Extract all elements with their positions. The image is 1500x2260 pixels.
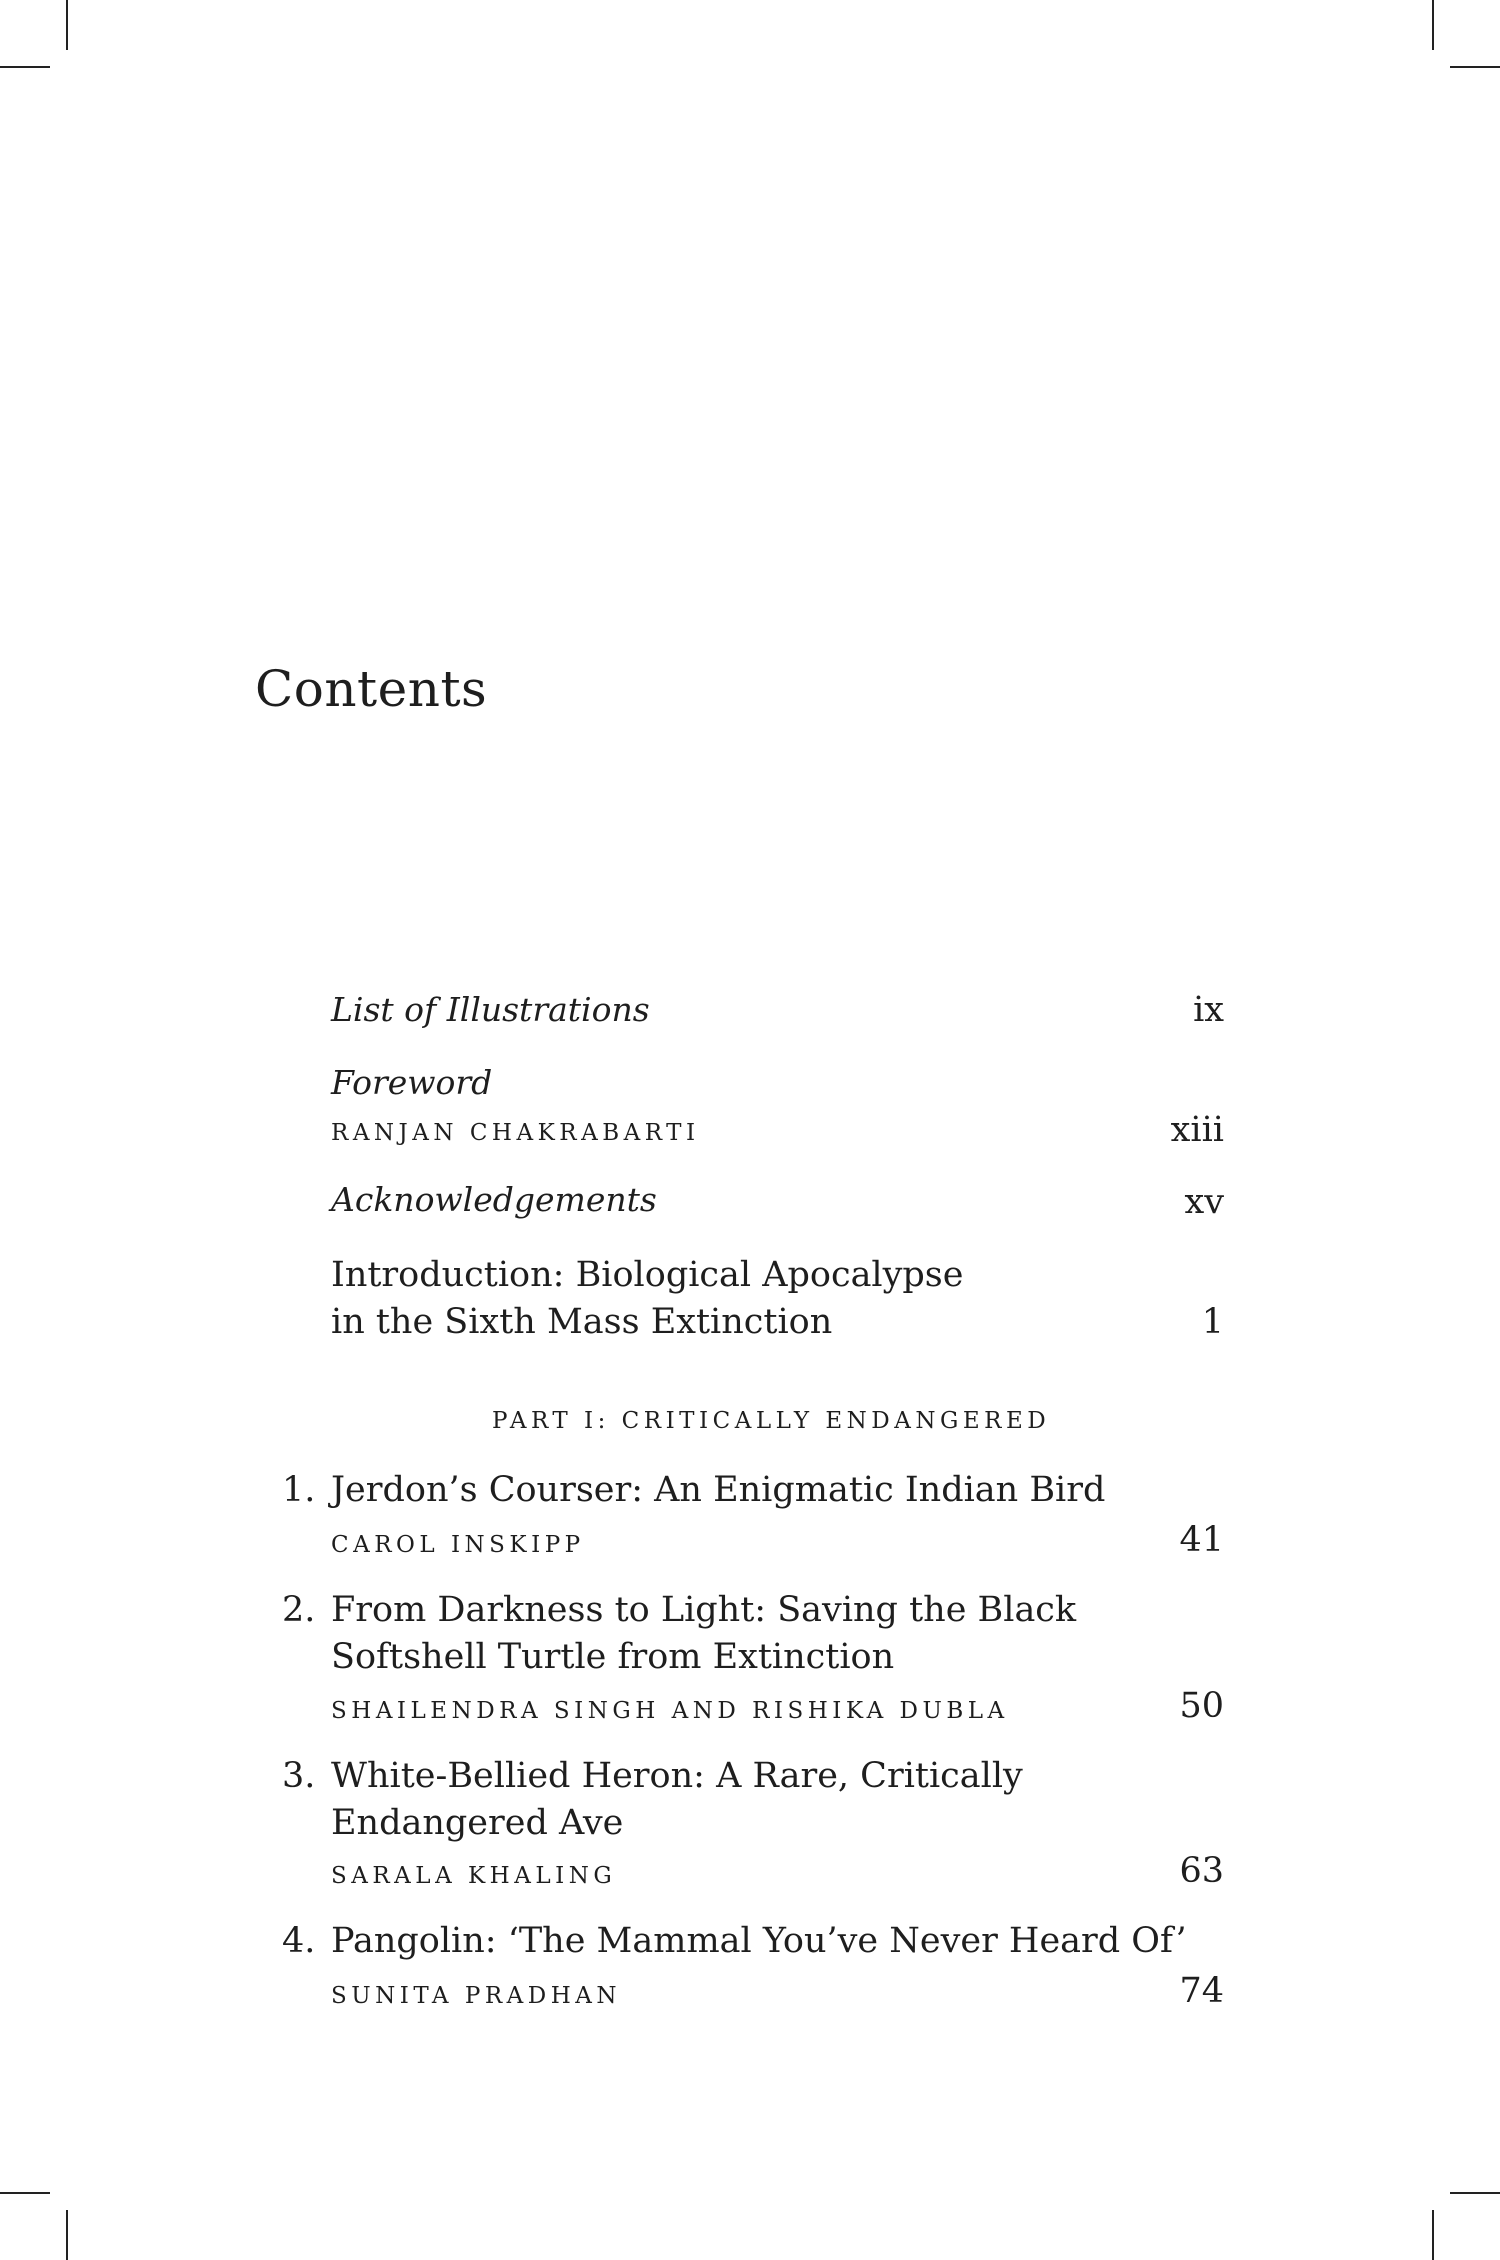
toc-entry-title: Introduction: Biological Apocalypse	[331, 1255, 964, 1295]
toc-page-number: 50	[1179, 1686, 1224, 1726]
crop-mark	[1432, 0, 1434, 50]
chapter-title: Pangolin: ‘The Mammal You’ve Never Heard Of’	[331, 1921, 1187, 1961]
toc-page-number: 63	[1179, 1851, 1224, 1891]
toc-entry-title: Acknowledgements	[331, 1180, 657, 1219]
crop-mark	[1432, 2210, 1434, 2260]
chapter-title: Jerdon’s Courser: An Enigmatic Indian Bird	[331, 1470, 1106, 1510]
chapter-author: CAROL INSKIPP	[331, 1532, 585, 1558]
crop-mark	[66, 2210, 68, 2260]
toc-entry-author: RANJAN CHAKRABARTI	[331, 1120, 700, 1146]
chapter-title: Softshell Turtle from Extinction	[331, 1637, 895, 1677]
part-heading: PART I: CRITICALLY ENDANGERED	[492, 1408, 1051, 1434]
crop-mark	[66, 0, 68, 50]
page-title: Contents	[255, 660, 488, 718]
toc-page-number: xiii	[1170, 1110, 1224, 1150]
toc-page-number: ix	[1193, 990, 1224, 1030]
crop-mark	[0, 66, 50, 68]
chapter-author: SUNITA PRADHAN	[331, 1983, 621, 2009]
chapter-number: 1.	[282, 1470, 316, 1510]
chapter-title: White-Bellied Heron: A Rare, Critically	[331, 1756, 1023, 1796]
crop-mark	[1450, 66, 1500, 68]
chapter-title: Endangered Ave	[331, 1803, 624, 1843]
chapter-number: 4.	[282, 1921, 316, 1961]
toc-page-number: 41	[1179, 1520, 1224, 1560]
chapter-title: From Darkness to Light: Saving the Black	[331, 1590, 1077, 1630]
crop-mark	[1450, 2192, 1500, 2194]
chapter-number: 3.	[282, 1756, 316, 1796]
toc-page-number: 1	[1201, 1302, 1224, 1342]
toc-entry-title: in the Sixth Mass Extinction	[331, 1302, 833, 1342]
toc-entry-title: List of Illustrations	[331, 990, 650, 1029]
toc-page-number: xv	[1184, 1182, 1224, 1222]
toc-page-number: 74	[1179, 1971, 1224, 2011]
chapter-number: 2.	[282, 1590, 316, 1630]
crop-mark	[0, 2192, 50, 2194]
toc-entry-title: Foreword	[331, 1063, 493, 1102]
chapter-author: SHAILENDRA SINGH AND RISHIKA DUBLA	[331, 1698, 1009, 1724]
chapter-author: SARALA KHALING	[331, 1863, 617, 1889]
